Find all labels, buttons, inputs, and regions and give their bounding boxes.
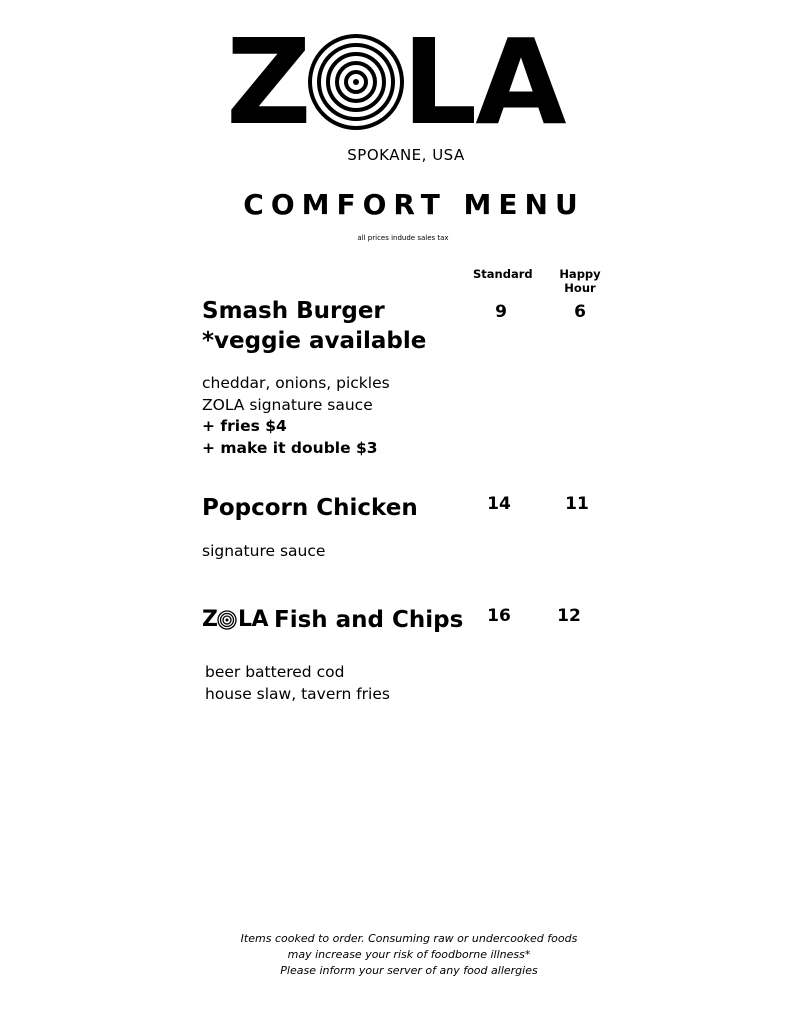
menu-title: COMFORT MENU — [243, 188, 585, 221]
tax-note: all prices indude sales tax — [357, 234, 449, 242]
price-standard: 14 — [487, 494, 511, 514]
footer-line: may increase your risk of foodborne illness* — [287, 948, 531, 961]
menu-item-name: Fish and Chips — [274, 607, 464, 633]
menu-item-subtitle: *veggie available — [202, 328, 427, 354]
mini-logo-letter-z: Z — [202, 607, 218, 632]
price-happy-hour: 11 — [565, 494, 589, 514]
city-label: SPOKANE, USA — [347, 146, 465, 164]
menu-item-name: Smash Burger — [202, 298, 385, 324]
zola-logo — [222, 13, 592, 151]
menu-item-description — [205, 662, 390, 705]
footer-disclaimer — [0, 931, 810, 979]
description-line: signature sauce — [202, 542, 326, 560]
addon-line: + fries $4 — [202, 417, 287, 435]
price-standard: 16 — [487, 606, 511, 626]
description-line: house slaw, tavern fries — [205, 684, 390, 703]
description-line: ZOLA signature sauce — [202, 395, 373, 414]
logo-concentric-circles-icon — [308, 34, 404, 130]
description-line: beer battered cod — [205, 663, 345, 681]
logo-letters-la: LA — [402, 13, 565, 151]
footer-line: Items cooked to order. Consuming raw or undercooked foods — [240, 932, 578, 945]
column-header-standard: Standard — [473, 267, 533, 281]
footer-line: Please inform your server of any food allergies — [280, 964, 538, 977]
menu-item-description — [202, 373, 390, 459]
price-standard: 9 — [495, 302, 507, 322]
description-line: cheddar, onions, pickles — [202, 374, 390, 392]
zola-mini-logo — [202, 609, 272, 631]
logo-letter-z: Z — [226, 13, 310, 151]
price-happy-hour: 12 — [557, 606, 581, 626]
menu-item-description — [202, 541, 325, 563]
addon-line: + make it double $3 — [202, 438, 378, 457]
mini-logo-letters-la: LA — [238, 607, 269, 632]
mini-concentric-circles-icon — [217, 610, 237, 630]
menu-item-name: Popcorn Chicken — [202, 495, 418, 521]
column-header-happy-hour: Happy Hour — [559, 267, 601, 295]
price-happy-hour: 6 — [574, 302, 586, 322]
